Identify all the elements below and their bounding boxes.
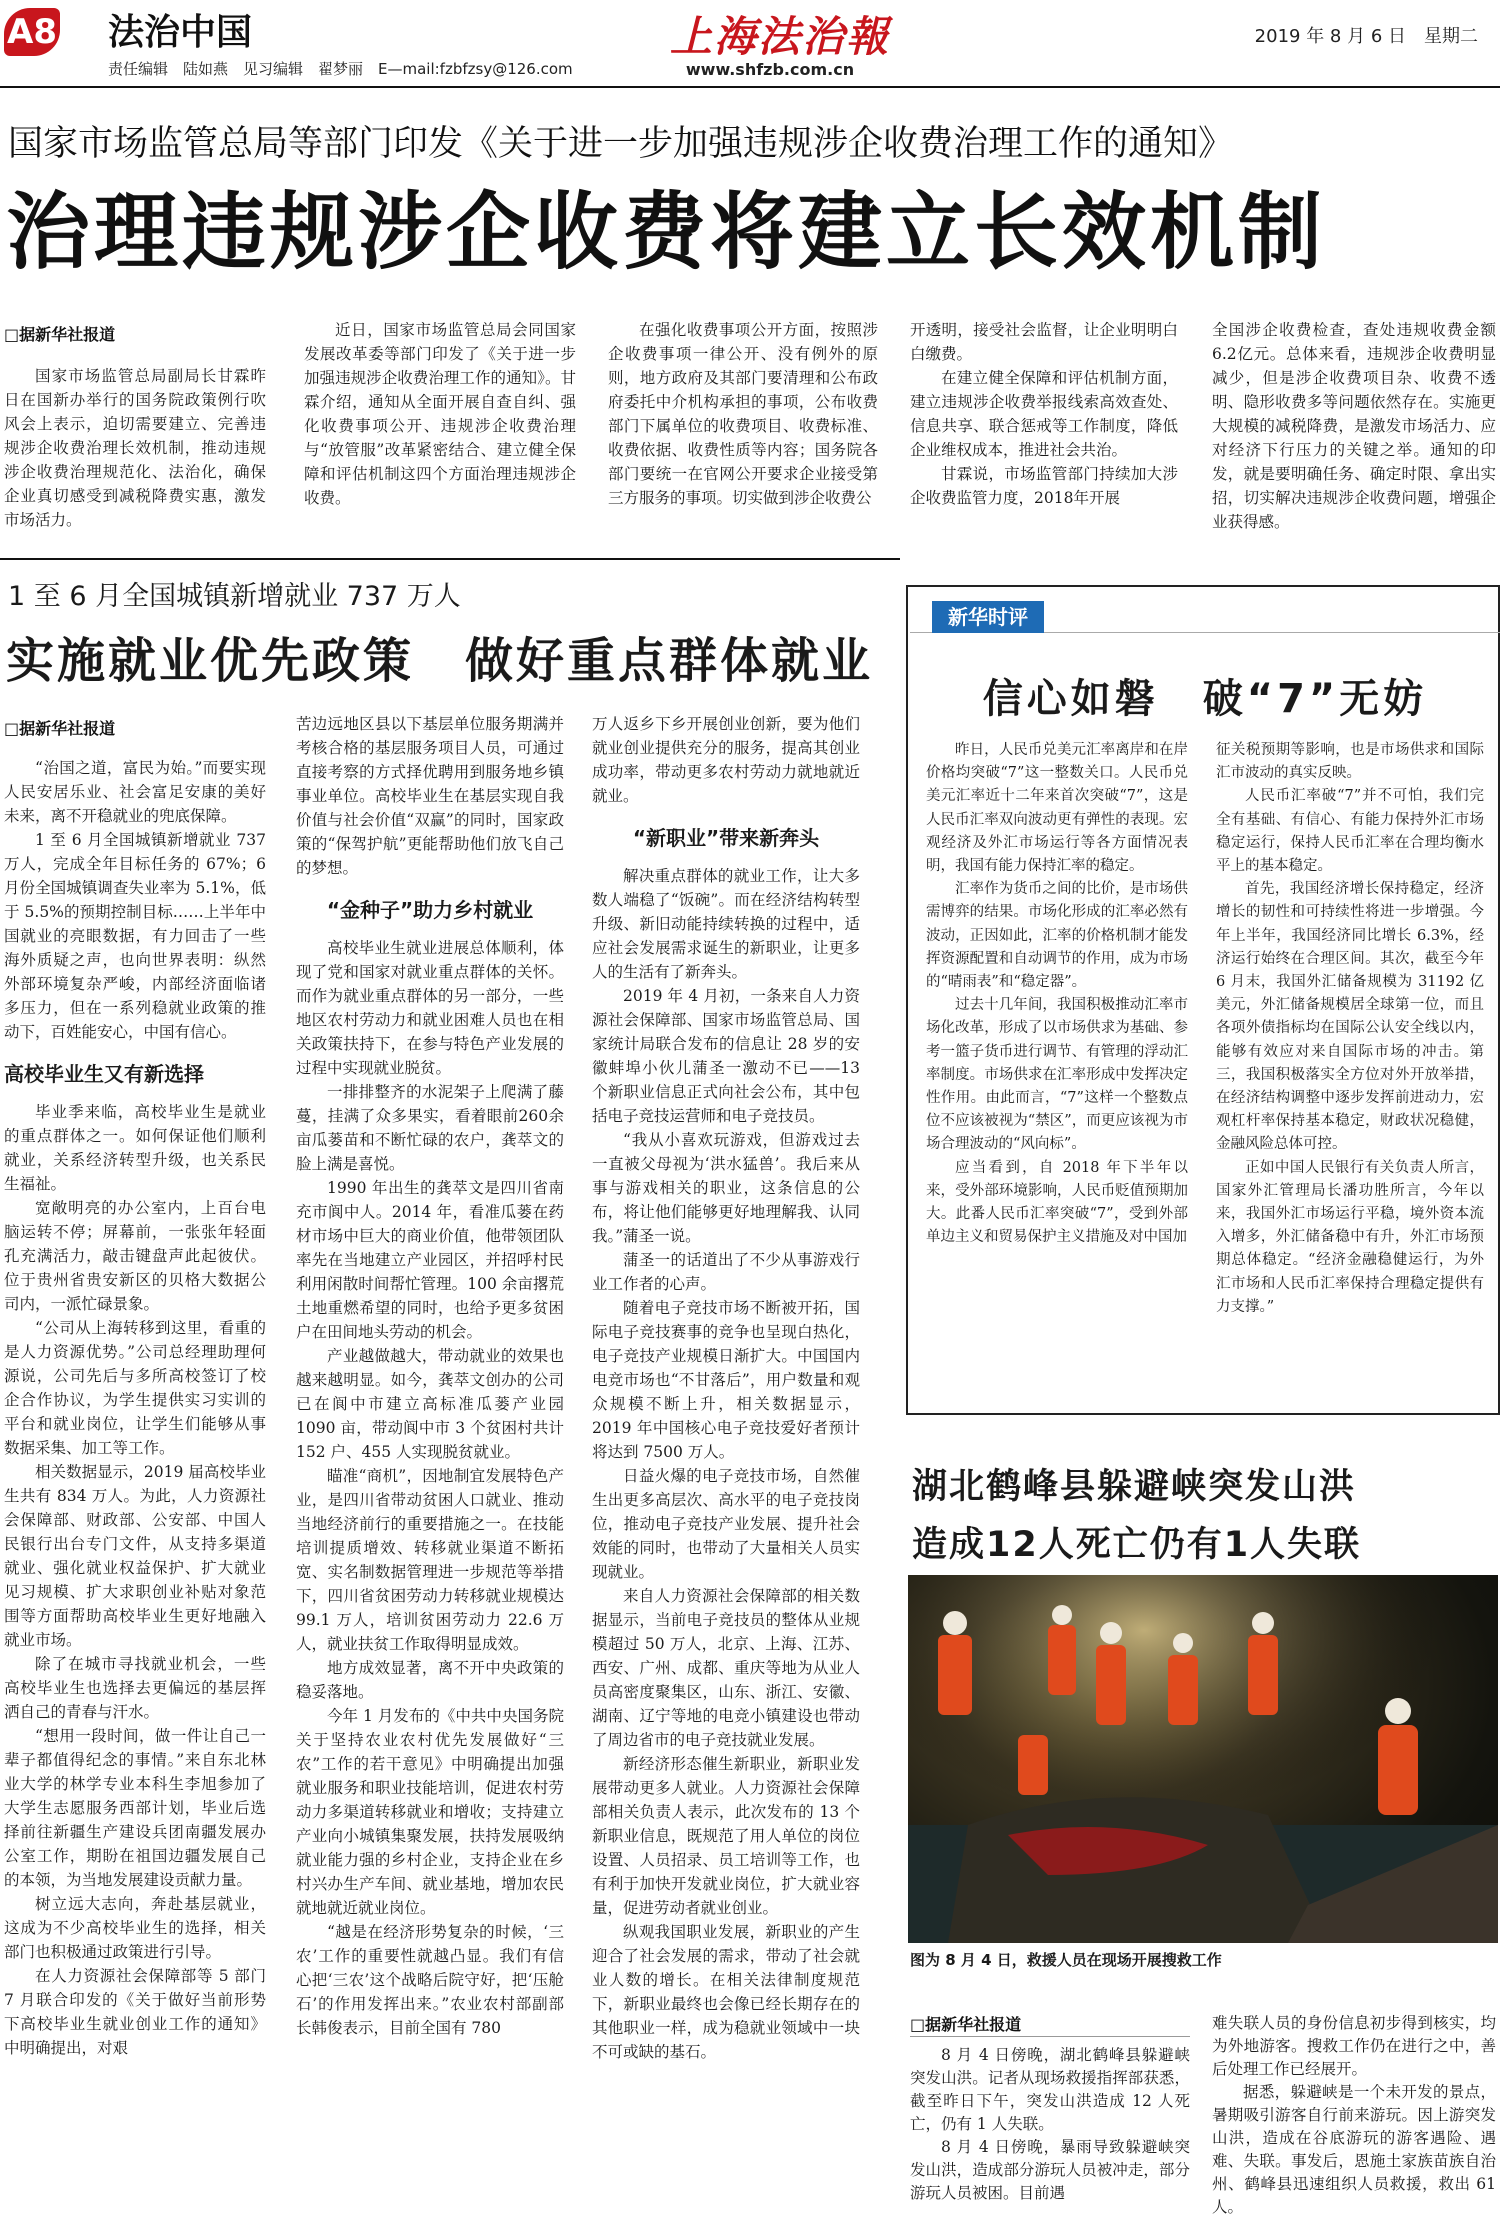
article1-col4: 开透明，接受社会监督，让企业明明白白缴费。 在建立健全保障和评估机制方面，建立违规涉企收费举报线索高效查处、信息共享、联合惩戒等工作制度，降低企业维权成本，推进社会共治。 甘霖说，市场监管部门持续加大涉企收费监管力度，2018年开展 bbox=[910, 321, 1178, 507]
article2-col1: “治国之道，富民为始。”而要实现人民安居乐业、社会富足安康的美好未来，离不开稳就业的兜底保障。 1 至 6 月全国城镇新增就业 737 万人，完成全年目标任务的 67%；6 月份全国城镇调查失业率为 5.1%，低于 5.5%的预期控制目标……上半年中国就业的亮眼数据，有力回击了一些海外质疑之声，也向世界表明：纵然外部环境复杂严峻，内部经济面临诸多压力，但在一系列稳就业政策的推动下，百姓能安心，中国有信心。 高校毕业生又有新选择 毕业季来临，高校毕业生是就业的重点群体之一。如何保证他们顺利就业，关系经济转型升级，也关系民生福祉。 宽敞明亮的办公室内，上百台电脑运转不停；屏幕前，一张张年轻面孔充满活力，敲击键盘声此起彼伏。位于贵州省贵安新区的贝格大数据公司内，一派忙碌景象。 “公司从上海转移到这里，看重的是人力资源优势。”公司总经理助理何源说，公司先后与多所高校签订了校企合作协议，为学生提供实习实训的平台和就业岗位，让学生们能够从事数据采集、加工等工作。 相关数据显示，2019 届高校毕业生共有 834 万人。为此，人力资源社会保障部、财政部、公安部、中国人民银行出台专门文件，从支持多渠道就业、强化就业权益保护、扩大就业见习规模、扩大求职创业补贴对象范围等方面帮助高校毕业生更好地融入就业市场。 除了在城市寻找就业机会，一些高校毕业生也选择去更偏远的基层挥洒自己的青春与汗水。 “想用一段时间，做一件让自己一辈子都值得纪念的事情。”来自东北林业大学的林学专业本科生李旭参加了大学生志愿服务西部计划，毕业后选择前往新疆生产建设兵团南疆发展办公室工作，期盼在祖国边疆发展自己的本领，为当地发展建设贡献力量。 树立远大志向，奔赴基层就业，这成为不少高校毕业生的选择，相关部门也积极通过政策进行引导。 在人力资源社会保障部等 5 部门 7 月联合印发的《关于做好当前形势下高校毕业生就业创业工作的通知》中明确提出，对艰 bbox=[4, 759, 266, 2057]
article3-headline: 湖北鹤峰县躲避峡突发山洪 造成12人死亡仍有1人失联 bbox=[912, 1467, 1362, 1565]
issue-date: 2019 年 8 月 6 日 星期二 bbox=[1254, 26, 1478, 47]
section-name: 法治中国 bbox=[108, 12, 253, 53]
article2-headline: 实施就业优先政策 做好重点群体就业 bbox=[6, 633, 874, 689]
commentary-box bbox=[906, 585, 1500, 1415]
article1-col2: 近日，国家市场监管总局会同国家发展改革委等部门印发了《关于进一步加强违规涉企收费治理工作的通知》。甘霖介绍，通知从全面开展自查自纠、强化收费事项公开、违规涉企收费治理与“放管服”改革紧密结合、建立健全保障和评估机制这四个方面治理违规涉企收费。 bbox=[304, 321, 576, 507]
article2-byline: □据新华社报道 bbox=[4, 719, 116, 738]
commentary-col-right: 征关税预期等影响，也是市场供求和国际汇市波动的真实反映。 人民币汇率破“7”并不可怕，我们完全有基础、有信心、有能力保持外汇市场稳定运行，保持人民币汇率在合理均衡水平上的基本稳定。 首先，我国经济增长保持稳定，经济增长的韧性和可持续性将进一步增强。今年上半年，我国经济同比增长 6.3%，经济运行始终在合理区间。其次，截至今年 6 月末，我国外汇储备规模为 31192 亿美元，外汇储备规模居全球第一位，而且各项外债指标均在国际公认安全线以内，能够有效应对来自国际市场的冲击。第三，我国积极落实全方位对外开放举措，在经济结构调整中逐步发挥前进动力，宏观杠杆率保持基本稳定，财政状况稳健，金融风险总体可控。 正如中国人民银行有关负责人所言，国家外汇管理局长潘功胜所言，今年以来，我国外汇市场运行平稳，境外资本流入增多，外汇储备稳中有升，外汇市场预期总体稳定。“经济金融稳健运行，为外汇市场和人民币汇率保持合理稳定提供有力支撑。” bbox=[1216, 742, 1484, 1315]
newspaper-masthead: 上海法治報 bbox=[669, 12, 890, 61]
article1-byline: □据新华社报道 bbox=[4, 325, 116, 344]
article2-kicker: 1 至 6 月全国城镇新增就业 737 万人 bbox=[8, 581, 461, 612]
subhead-graduates: 高校毕业生又有新选择 bbox=[4, 1062, 204, 1086]
article1-bottom-rule bbox=[0, 558, 900, 560]
article2-col3: 万人返乡下乡开展创业创新，要为他们就业创业提供充分的服务，提高其创业成功率，带动更多农村劳动力就地就近就业。 “新职业”带来新奔头 解决重点群体的就业工作，让大多数人端稳了“饭碗”。而在经济结构转型升级、新旧动能持续转换的过程中，适应社会发展需求诞生的新职业，让更多人的生活有了新奔头。 2019 年 4 月初，一条来自人力资源社会保障部、国家市场监管总局、国家统计局联合发布的信息让 28 岁的安徽蚌埠小伙儿蒲圣一激动不已——13 个新职业信息正式向社会公布，其中包括电子竞技运营师和电子竞技员。 “我从小喜欢玩游戏，但游戏过去一直被父母视为‘洪水猛兽’。我后来从事与游戏相关的职业，这条信息的公布，将让他们能够更好地理解我、认同我。”蒲圣一说。 蒲圣一的话道出了不少从事游戏行业工作者的心声。 随着电子竞技市场不断被开拓，国际电子竞技赛事的竞争也呈现白热化，电子竞技产业规模日渐扩大。中国国内电竞市场也“不甘落后”，用户数量和观众规模不断上升，相关数据显示，2019 年中国核心电子竞技爱好者预计将达到 7500 万人。 日益火爆的电子竞技市场，自然催生出更多高层次、高水平的电子竞技岗位，推动电子竞技产业发展、提升社会效能的同时，也带动了大量相关人员实现就业。 来自人力资源社会保障部的相关数据显示，当前电子竞技员的整体从业规模超过 50 万人，北京、上海、江苏、西安、广州、成都、重庆等地为从业人员高密度聚集区，山东、浙江、安徽、湖南、辽宁等地的电竞小镇建设也带动了周边省市的电子竞技就业发展。 新经济形态催生新职业，新职业发展带动更多人就业。人力资源社会保障部相关负责人表示，此次发布的 13 个新职业信息，既规范了用人单位的岗位设置、人员招录、员工培训等工作，也有利于加快开发就业岗位，扩大就业容量，促进劳动者就业创业。 纵观我国职业发展，新职业的产生迎合了社会发展的需求，带动了社会就业人数的增长。在相关法律制度规范下，新职业最终也会像已经长期存在的其他职业一样，成为稳就业领域中一块不可或缺的基石。 bbox=[592, 715, 860, 2061]
subhead-golden-seed: “金种子”助力乡村就业 bbox=[326, 898, 534, 922]
editor-credits: 责任编辑 陆如燕 见习编辑 翟梦丽 E—mail:fzbfzsy@126.com bbox=[108, 60, 573, 78]
rescue-scene-illustration bbox=[908, 1575, 1498, 1943]
header-rule bbox=[0, 86, 1500, 88]
commentary-tag: 新华时评 bbox=[932, 601, 1044, 633]
article3-col1: 8 月 4 日傍晚，湖北鹤峰县躲避峡突发山洪。记者从现场救援指挥部获悉，截至昨日下午，突发山洪造成 12 人死亡，仍有 1 人失联。 8 月 4 日傍晚，暴雨导致躲避峡突发山洪，造成部分游玩人员被冲走，部分游玩人员被困。目前遇 bbox=[910, 2046, 1190, 2202]
article3-byline: □据新华社报道 bbox=[910, 2015, 1022, 2034]
article1-col5: 全国涉企收费检查，查处违规收费金额6.2亿元。总体来看，违规涉企收费明显减少，但是涉企收费项目杂、收费不透明、隐形收费多等问题依然存在。实施更大规模的减税降费，是激发市场活力、应对经济下行压力的关键之举。通知的印发，就是要明确任务、确定时限、拿出实招，切实解决违规涉企收费问题，增强企业获得感。 bbox=[1212, 321, 1496, 531]
article1-kicker: 国家市场监管总局等部门印发《关于进一步加强违规涉企收费治理工作的通知》 bbox=[8, 124, 1234, 164]
photo-caption: 图为 8 月 4 日，救援人员在现场开展搜救工作 bbox=[910, 1951, 1222, 1969]
byline-rule bbox=[910, 2036, 1190, 2037]
article1-col1: 国家市场监管总局副局长甘霖昨日在国新办举行的国务院政策例行吹风会上表示，迫切需要建立、完善违规涉企收费治理长效机制，推动违规涉企收费治理规范化、法治化，确保企业真切感受到减税降费实惠，激发市场活力。 bbox=[4, 367, 266, 529]
article2-col2: 苦边远地区县以下基层单位服务期满并考核合格的基层服务项目人员，可通过直接考察的方式择优聘用到服务地乡镇事业单位。高校毕业生在基层实现自我价值与社会价值“双赢”的同时，国家政策的“保驾护航”更能帮助他们放飞自己的梦想。 “金种子”助力乡村就业 高校毕业生就业进展总体顺利，体现了党和国家对就业重点群体的关怀。而作为就业重点群体的另一部分，一些地区农村劳动力和就业困难人员也在相关政策扶持下，在参与特色产业发展的过程中实现就业脱贫。 一排排整齐的水泥架子上爬满了藤蔓，挂满了众多果实，看着眼前260余亩瓜蒌苗和不断忙碌的农户，龚萃文的脸上满是喜悦。 1990 年出生的龚萃文是四川省南充市阆中人。2014 年，看准瓜蒌在药材市场中巨大的商业价值，他带领团队率先在当地建立产业园区，并招呼村民利用闲散时间帮忙管理。100 余亩撂荒土地重燃希望的同时，也给予更多贫困户在田间地头劳动的机会。 产业越做越大，带动就业的效果也越来越明显。如今，龚萃文创办的公司已在阆中市建立高标准瓜蒌产业园 1090 亩，带动阆中市 3 个贫困村共计 152 户、455 人实现脱贫就业。 瞄准“商机”，因地制宜发展特色产业，是四川省带动贫困人口就业、推动当地经济前行的重要措施之一。在技能培训提质增效、转移就业渠道不断拓宽、实名制数据管理进一步规范等举措下，四川省贫困劳动力转移就业规模达 99.1 万人，培训贫困劳动力 22.6 万人，就业扶贫工作取得明显成效。 地方成效显著，离不开中央政策的稳妥落地。 今年 1 月发布的《中共中央国务院关于坚持农业农村优先发展做好“三农”工作的若干意见》中明确提出加强就业服务和职业技能培训，促进农村劳动力多渠道转移就业和增收；支持建立产业向小城镇集聚发展，扶持发展吸纳就业能力强的乡村企业，支持企业在乡村兴办生产车间、就业基地，增加农民就地就近就业岗位。 “越是在经济形势复杂的时候，‘三农’工作的重要性就越凸显。我们有信心把‘三农’这个战略后院守好，把‘压舱石’的作用发挥出来。”农业农村部副部长韩俊表示，目前全国有 780 bbox=[296, 715, 564, 2037]
page-number-badge: A8 bbox=[4, 8, 60, 56]
article1-col3: 在强化收费事项公开方面，按照涉企收费事项一律公开、没有例外的原则，地方政府及其部门要清理和公布政府委托中介机构承担的事项，公布收费部门下属单位的收费项目、收费标准、收费依据、收费性质等内容；国务院各部门要统一在官网公开要求企业接受第三方服务的事项。切实做到涉企收费公 bbox=[608, 321, 878, 507]
subhead-new-jobs: “新职业”带来新奔头 bbox=[632, 826, 820, 850]
website-url[interactable]: www.shfzb.com.cn bbox=[685, 60, 855, 79]
rescue-photo bbox=[908, 1575, 1498, 1943]
article3-col2: 难失联人员的身份信息初步得到核实，均为外地游客。搜救工作仍在进行之中，善后处理工作已经展开。 据悉，躲避峡是一个未开发的景点，暑期吸引游客自行前来游玩。因上游突发山洪，造成在谷底游玩的游客遇险、遇难、失联。事发后，恩施土家族苗族自治州、鹤峰县迅速组织人员救援，救出 61 人。 bbox=[1212, 2014, 1496, 2216]
article1-headline: 治理违规涉企收费将建立长效机制 bbox=[6, 183, 1327, 281]
commentary-col-left: 昨日，人民币兑美元汇率离岸和在岸价格均突破“7”这一整数关口。人民币兑美元汇率近十二年来首次突破“7”，这是人民币汇率双向波动更有弹性的表现。宏观经济及外汇市场运行等各方面情况表明，我国有能力保持汇率的稳定。 汇率作为货币之间的比价，是市场供需博弈的结果。市场化形成的汇率必然有波动，正因如此，汇率的价格机制才能发挥资源配置和自动调节的作用，成为市场的“晴雨表”和“稳定器”。 过去十几年间，我国积极推动汇率市场化改革，形成了以市场供求为基础、参考一篮子货币进行调节、有管理的浮动汇率制度。市场供求在汇率形成中发挥决定性作用。由此而言，“7”这样一个整数点位不应该被视为“禁区”，而更应该视为市场合理波动的“风向标”。 应当看到，自 2018 年下半年以来，受外部环境影响，人民币贬值预期加大。此番人民币汇率突破“7”，受到外部单边主义和贸易保护主义措施及对中国加 bbox=[926, 742, 1188, 1246]
commentary-headline: 信心如磐 破“7”无妨 bbox=[982, 676, 1428, 722]
